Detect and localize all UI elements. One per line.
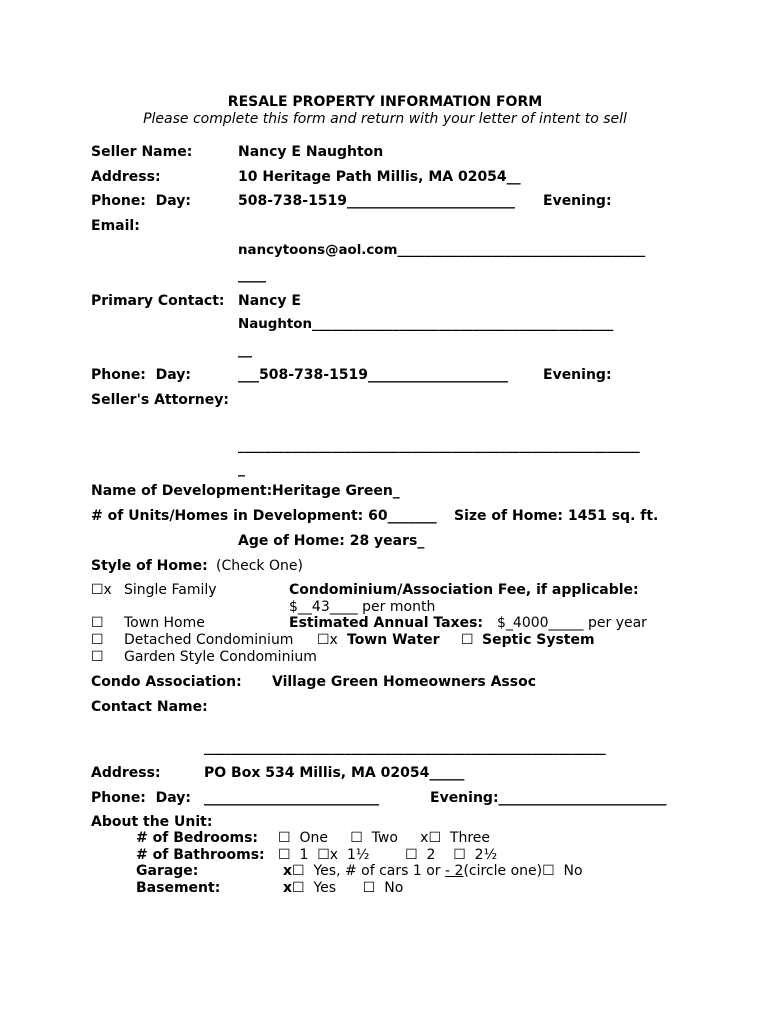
seller-phone2-label: Phone: Day: (91, 367, 192, 383)
seller-email-label: Email: (91, 218, 140, 234)
septic-checkbox[interactable]: ☐ (461, 632, 474, 648)
seller-address-value: 10 Heritage Path Millis, MA 02054__ (238, 169, 521, 185)
development-name-value: Heritage Green_ (272, 483, 400, 499)
style-option-detached-condo-checkbox[interactable]: ☐ (91, 632, 104, 648)
bedrooms-options[interactable]: ☐ One ☐ Two x☐ Three (278, 830, 490, 846)
seller-attorney-cont: _ (238, 461, 245, 477)
seller-name-value: Nancy E Naughton (238, 144, 384, 160)
style-of-home-label: Style of Home: (91, 558, 208, 574)
seller-name-label: Seller Name: (91, 144, 193, 160)
association-address-label: Address: (91, 765, 161, 781)
garage-options-pre: ☐ Yes, # of cars 1 or (292, 863, 446, 879)
bathrooms-options[interactable]: ☐ 1 ☐x 1½ ☐ 2 ☐ 2½ (278, 847, 498, 863)
seller-attorney-line: ____________________________________________________________ (238, 439, 640, 454)
seller-email-cont: ____ (238, 267, 266, 283)
association-phone-label: Phone: Day: (91, 790, 192, 806)
primary-contact-label: Primary Contact: (91, 293, 225, 309)
bedrooms-label: # of Bedrooms: (136, 830, 259, 846)
garage-options-post: (circle one)☐ No (463, 863, 583, 879)
town-water-label: Town Water (347, 632, 440, 648)
contact-name-line: ____________________________________________________________ (204, 741, 606, 756)
seller-evening-label: Evening: (543, 193, 612, 209)
bathrooms-label: # of Bathrooms: (136, 847, 265, 863)
basement-label: Basement: (136, 880, 221, 896)
development-name-label: Name of Development: (91, 483, 273, 499)
basement-mark: x (283, 880, 293, 896)
age-of-home: Age of Home: 28 years_ (238, 533, 425, 549)
style-option-detached-condo-label: Detached Condominium (124, 632, 294, 648)
about-unit-heading: About the Unit: (91, 814, 213, 830)
seller-phone-label: Phone: Day: (91, 193, 192, 209)
seller-phone-value: 508-738-1519________________________ (238, 193, 516, 209)
basement-options[interactable] (283, 881, 403, 895)
contact-name-label: Contact Name: (91, 699, 208, 715)
garage-mark: x (283, 863, 293, 879)
style-option-garden-condo-checkbox[interactable]: ☐ (91, 649, 104, 665)
primary-contact-value-2: Naughton_____________________________________________ (238, 317, 614, 332)
condo-association-value: Village Green Homeowners Assoc (272, 674, 537, 690)
form-subtitle: Please complete this form and return with your letter of intent to sell (143, 111, 627, 127)
annual-taxes-value: $_4000_____ per year (497, 615, 647, 631)
units-in-development: # of Units/Homes in Development: 60_______ (91, 508, 437, 524)
seller-address-label: Address: (91, 169, 161, 185)
style-option-town-home-label: Town Home (124, 615, 205, 631)
primary-contact-value: Nancy E (238, 293, 301, 309)
style-option-single-family-checkbox[interactable]: ☐x (91, 582, 112, 598)
garage-label: Garage: (136, 863, 199, 879)
septic-label: Septic System (482, 632, 595, 648)
seller-phone2-value: ___508-738-1519____________________ (238, 367, 509, 383)
primary-contact-cont: __ (238, 342, 252, 358)
town-water-checkbox[interactable]: ☐x (317, 632, 338, 648)
association-evening: Evening:________________________ (430, 790, 667, 806)
style-of-home-hint: (Check One) (216, 558, 303, 574)
condo-fee-value: $__43____ per month (289, 599, 436, 615)
style-option-town-home-checkbox[interactable]: ☐ (91, 615, 104, 631)
seller-email-value: nancytoons@aol.com_____________________________________ (238, 243, 646, 258)
condo-fee-label: Condominium/Association Fee, if applicable: (289, 582, 639, 598)
size-of-home: Size of Home: 1451 sq. ft. (454, 508, 659, 524)
form-title: RESALE PROPERTY INFORMATION FORM (227, 94, 543, 110)
style-option-single-family-label: Single Family (124, 582, 217, 598)
garage-options[interactable] (283, 864, 583, 878)
seller-attorney-label: Seller's Attorney: (91, 392, 229, 408)
basement-options-text: ☐ Yes ☐ No (292, 880, 404, 896)
association-phone-value: _________________________ (204, 790, 379, 806)
style-option-garden-condo-label: Garden Style Condominium (124, 649, 317, 665)
annual-taxes-label: Estimated Annual Taxes: (289, 615, 484, 631)
condo-association-label: Condo Association: (91, 674, 242, 690)
garage-circled-value: - 2 (445, 863, 464, 879)
association-address-value: PO Box 534 Millis, MA 02054_____ (204, 765, 465, 781)
seller-evening2-label: Evening: (543, 367, 612, 383)
